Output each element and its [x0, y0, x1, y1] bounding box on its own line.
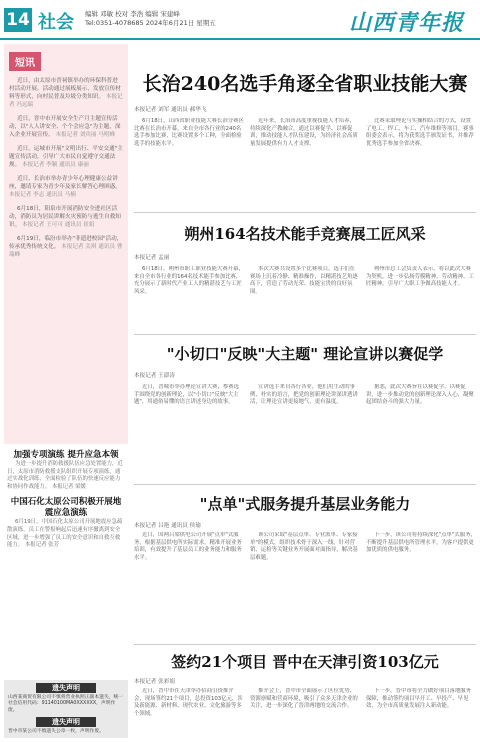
newspaper-logo: 山西青年报	[348, 10, 464, 36]
article-title: 朔州164名技术能手竞赛展工匠风采	[184, 225, 426, 243]
article-byline: 本报记者 孟丽	[134, 255, 170, 261]
brief-item: 近日，由太原市晋祠镇举办的环保科普进村活动开展。活动通过展板展示、发放宣传材料等形式，向村民普及垃圾分类知识。 本报记者 冯远瑞	[9, 78, 123, 108]
article-column: 近日，晋城市举办理论宣讲大赛，参赛选手围绕党的创新理论，以"小切口"反映"大主题"，用通俗易懂的语言讲述身边的故事。	[134, 384, 240, 406]
article-column: 推介会上，晋中市全面展示了区位优势、资源禀赋和营商环境，吸引了众多天津企业的关注，进一步深化了晋津两地的交流合作。	[250, 688, 358, 710]
article-column: 朔州市总工会负责人表示，将以此次大赛为契机，进一步弘扬劳模精神、劳动精神、工匠精神，引导广大职工争做高技能人才。	[366, 266, 474, 288]
briefs-tag: 短讯	[9, 52, 41, 71]
article-column: 近日，晋中市在天津举办招商引资推介会，现场签约21个项目，总投资103亿元，涉及新能源、新材料、现代农业、文化旅游等多个领域。	[134, 688, 243, 717]
article-column: 近日，国网吕梁供电公司开展"点单"式服务，根据基层供电所实际需求，精准开展业务培训，有效提升了基层员工的业务能力和服务水平。	[134, 532, 242, 561]
meta-editors: 编辑 邓敏 校对 李浩 编辑 宋建峰	[85, 10, 180, 18]
brief-item: 近日，晋中市开展安全生产月主题宣传活动，以"人人讲安全、个个会应急"为主题，深入企业开展宣传。 本报记者 刘宾丽 马明峰	[9, 116, 121, 138]
story-text: 6月19日，中国石化太原公司开展地震应急疏散演练，员工在警报响起后迅速有序撤离到安全区域，进一步增强了员工的安全意识和自救互救能力。 本报记者 张芳	[7, 519, 123, 549]
article-title: "点单"式服务提升基层业务能力	[199, 495, 411, 513]
article-4	[134, 494, 476, 640]
brief-item: 6月18日，阳泉市开展消防安全进社区活动，消防员为居民讲解火灾预防与逃生自救知识。 本报记者 王可可 通讯员 崔娟	[9, 206, 121, 228]
article-byline: 本报记者 王澎涛	[134, 373, 175, 379]
section-title: 社会	[38, 12, 74, 33]
article-title: 长治240名选手角逐全省职业技能大赛	[142, 73, 468, 95]
article-byline: 本报记者 张彩娟	[134, 679, 175, 685]
divider	[134, 212, 476, 213]
article-column: 下一步，该公司将持续深化"点单"式服务，不断提升基层供电所管理水平，为客户提供更加优质的供电服务。	[366, 532, 476, 554]
main-content	[134, 44, 476, 738]
briefs-box	[4, 44, 128, 444]
article-body	[134, 266, 476, 330]
article-column: 6月18日，山西省职业技能大赛长治分赛区比赛在长治市开幕，来自全市各行业的240名选手参加比赛，比赛设置多个工种，全面检验选手的技能水平。	[134, 118, 244, 147]
article-3	[134, 344, 476, 478]
article-body	[134, 118, 476, 210]
notice-title: 遗失声明	[36, 683, 96, 693]
brief-item: 6月19日，临汾市举办"非遗进校园"活动，传承优秀传统文化。 本报记者 关琪 通讯员 曹瑞峰	[9, 236, 123, 258]
article-5	[134, 652, 476, 742]
article-column: 据悉，此次大赛旨在以赛促学、以赛促讲，进一步推动党的创新理论深入人心，凝聚起团结奋斗的强大力量。	[366, 384, 474, 406]
article-title: 签约21个项目 晋中在天津引资103亿元	[171, 653, 439, 671]
notice-title: 遗失声明	[36, 717, 96, 727]
article-body	[134, 532, 476, 640]
article-column: 下一步，晋中市将全力做好项目落地服务保障，推动签约项目早开工、早投产、早见效，为全市高质量发展注入新动能。	[366, 688, 472, 710]
article-byline: 本报记者 吕艳 通讯员 侯瑜	[134, 523, 201, 529]
article-title: "小切口"反映"大主题" 理论宣讲以赛促学	[166, 345, 444, 363]
notice-text: 山西某商贸有限公司不慎将营业执照正副本遗失，统一社会信用代码：91140100MA0XXXXXX，声明作废。	[8, 695, 124, 713]
divider	[134, 334, 476, 335]
meta-date: Tel:0351-4078685 2024年6月21日 星期五	[85, 19, 216, 27]
article-column: 本次大赛共设置多个比赛项目，选手们在赛场上沉着冷静、精准操作，以精湛技艺角逐高下，营造了劳动光荣、技能宝贵的良好氛围。	[250, 266, 358, 295]
sidebar-story-1	[4, 444, 128, 491]
divider	[134, 484, 476, 485]
article-1	[134, 72, 476, 210]
article-column: 近年来，长治市高度重视技能人才培养，持续深化产教融合，通过以赛促学、以赛促训，推动技能人才队伍建设，为经济社会高质量发展提供有力人才支撑。	[250, 118, 358, 147]
story-title: 中国石化太原公司积极开展地震应急演练	[10, 497, 122, 519]
article-body	[134, 688, 476, 742]
article-body	[134, 384, 476, 478]
sidebar	[4, 44, 128, 738]
article-column: 6月18日，朔州市职工职业技能大赛开幕，来自全市各行业的164名技术能手参加比赛，充分展示了新时代产业工人的精湛技艺与工匠风采。	[134, 266, 244, 295]
brief-item: 近日，长治市举办青少年心理健康公益讲座，邀请专家为青少年及家长解答心理困惑。 本报记者 李志 通讯员 马楠	[9, 176, 121, 198]
article-column: 比赛采取理论与实操相结合的方式，设置了电工、焊工、车工、汽车维修等项目。赛事组委会表示，将为获奖选手颁发证书，并推荐优秀选手参加全省决赛。	[366, 118, 474, 147]
sidebar-story-2	[4, 491, 128, 549]
page-header	[0, 0, 480, 40]
header-meta	[85, 10, 305, 28]
article-byline: 本报记者 刘军 通讯员 郝华飞	[134, 107, 207, 113]
article-column: 该公司采取"基层点单、专业派单、专家接单"的模式，组织技术骨干深入一线，针对营销、运检等关键业务开展面对面指导，解决基层难题。	[250, 532, 358, 561]
story-title: 加强专项演练 提升应急本领	[13, 450, 119, 460]
story-text: 为进一步提升消防救援队伍应急处置能力，近日，太原市消防救援支队组织开展专项演练，通过实战化训练，全面检验了队伍的快速反应能力和协同作战能力。 本报记者 梁媛	[7, 461, 123, 490]
article-column: 宣讲选手来自各行各业，他们用生动的事例、朴实的语言，把党的创新理论讲深讲透讲活，让理论宣讲更接地气、更有温度。	[250, 384, 358, 406]
notice-text: 晋中市某公司不慎遗失公章一枚，声明作废。	[8, 729, 104, 735]
notices-box	[4, 680, 128, 738]
brief-item: 近日，运城市开展"文明出行、平安交通"主题宣传活动，引导广大市民自觉遵守交通法规。 本报记者 李颖 通讯员 康丽	[9, 146, 123, 168]
page-number: 14	[4, 8, 32, 32]
divider	[134, 644, 476, 645]
article-2	[134, 224, 476, 330]
